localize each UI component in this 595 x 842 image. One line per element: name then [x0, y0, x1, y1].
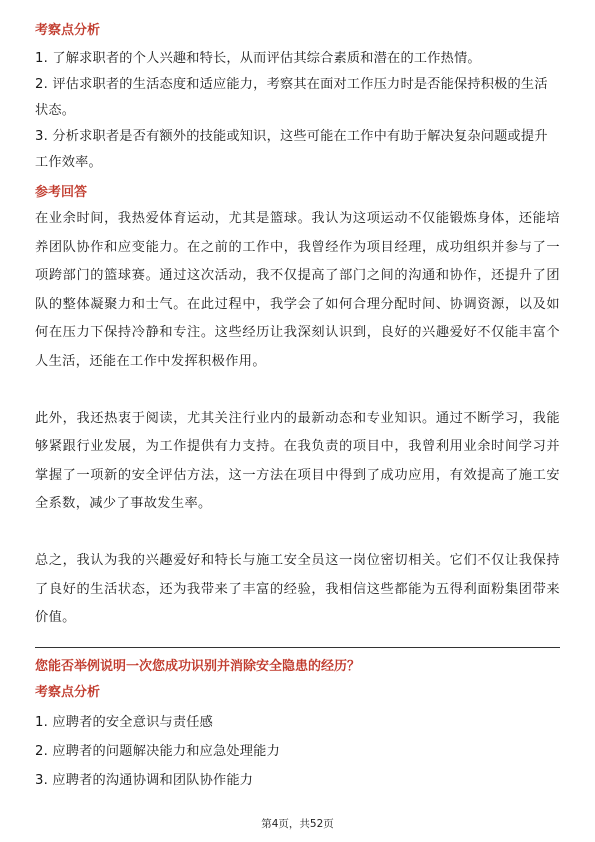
answer-paragraph: 总之，我认为我的兴趣爱好和特长与施工安全员这一岗位密切相关。它们不仅让我保持了良好的生活状态，还为我带来了丰富的经验，我相信这些都能为五得利面粉集团带来价值。	[35, 552, 560, 626]
reference-heading: 参考回答	[35, 185, 88, 200]
analysis-item: 1. 应聘者的安全意识与责任感	[35, 714, 214, 730]
section-divider	[35, 647, 560, 648]
analysis-item: 1. 了解求职者的个人兴趣和特长，从而评估其综合素质和潜在的工作热情。	[35, 51, 481, 66]
analysis-item: 2. 评估求职者的生活态度和适应能力，考察其在面对工作压力时是否能保持积极的生活状态。	[35, 77, 548, 118]
answer-paragraph: 在业余时间，我热爱体育运动，尤其是篮球。我认为这项运动不仅能锻炼身体，还能培养团队协作和应变能力。在之前的工作中，我曾经作为项目经理，成功组织并参与了一项跨部门的篮球赛。通过这次活动，我不仅提高了部门之间的沟通和协作，还提升了团队的整体凝聚力和士气。在此过程中，我学会了如何合理分配时间、协调资源，以及如何在压力下保持冷静和专注。这些经历让我深刻认识到，良好的兴趣爱好不仅能丰富个人生活，还能在工作中发挥积极作用。	[35, 211, 560, 369]
analysis-item: 3. 分析求职者是否有额外的技能或知识，这些可能在工作中有助于解决复杂问题或提升工作效率。	[35, 129, 548, 170]
analysis-item: 3. 应聘者的沟通协调和团队协作能力	[35, 772, 254, 788]
section-heading: 考察点分析	[35, 684, 101, 700]
section-heading: 考察点分析	[35, 23, 101, 38]
question-title: 您能否举例说明一次您成功识别并消除安全隐患的经历？	[35, 658, 361, 674]
document-page	[35, 22, 560, 795]
analysis-item: 2. 应聘者的问题解决能力和应急处理能力	[35, 743, 280, 759]
page-number: 第4页，共52页	[261, 818, 334, 830]
question-section	[35, 658, 560, 795]
answer-paragraph: 此外，我还热衷于阅读，尤其关注行业内的最新动态和专业知识。通过不断学习，我能够紧跟行业发展，为工作提供有力支持。在我负责的项目中，我曾利用业余时间学习并掌握了一项新的安全评估方法，这一方法在项目中得到了成功应用，有效提高了施工安全系数，减少了事故发生率。	[35, 410, 560, 512]
